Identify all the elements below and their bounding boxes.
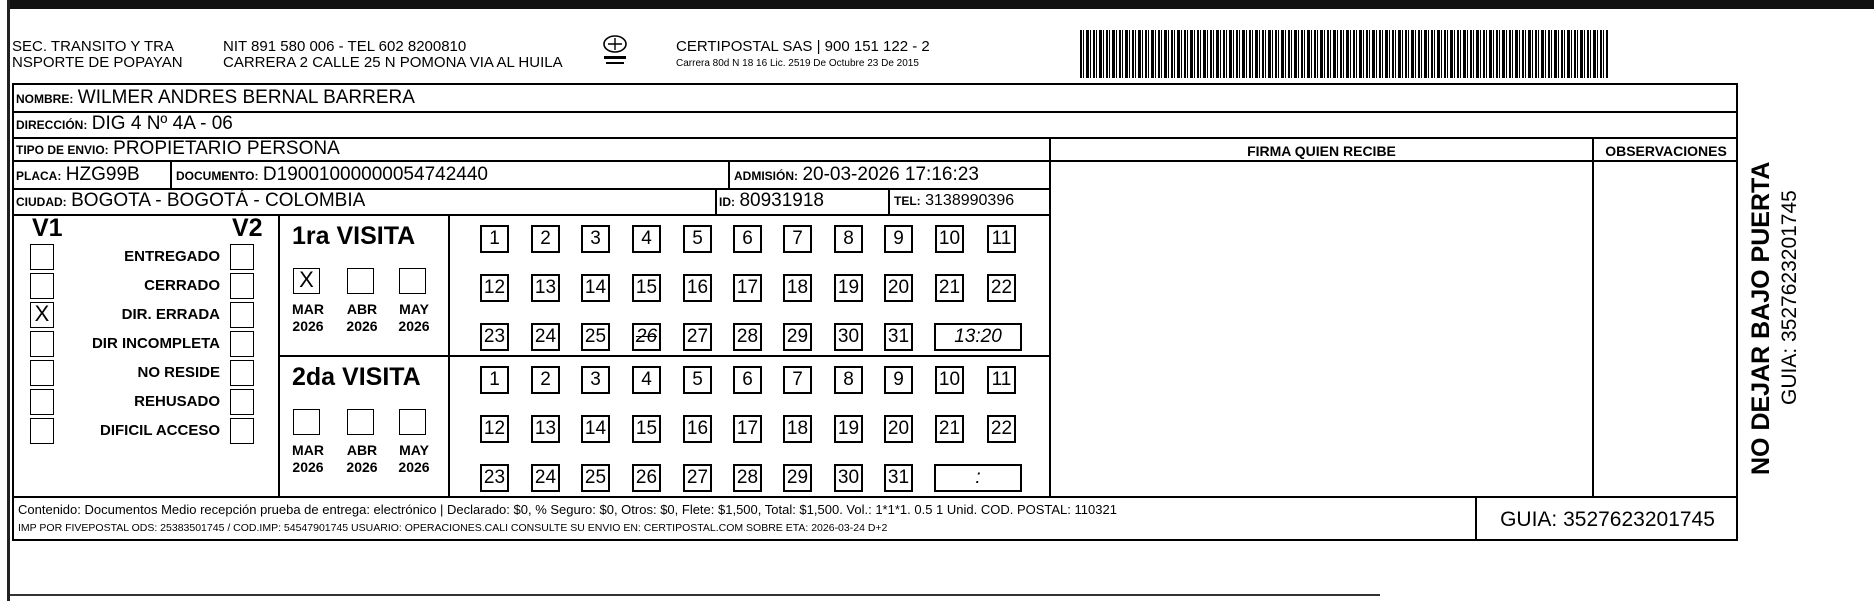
day-box[interactable]: 8 [834,225,863,253]
time-box[interactable]: 13:20 [934,323,1022,351]
day-box[interactable]: 5 [683,225,712,253]
v1-checkbox[interactable]: X [30,302,54,328]
day-box[interactable]: 31 [884,464,913,492]
admision-label: ADMISIÓN: [734,169,798,183]
day-box[interactable]: 25 [581,323,610,351]
day-box[interactable]: 24 [531,464,560,492]
left-edge [0,0,10,601]
day-box[interactable]: 25 [581,464,610,492]
status-label: REHUSADO [134,393,220,410]
company-address: Carrera 80d N 18 16 Lic. 2519 De Octubre 23 De 2015 [676,58,919,69]
tipo-label: TIPO DE ENVIO: [16,143,109,157]
tipo-value: PROPIETARIO PERSONA [113,138,340,159]
day-box[interactable]: 1 [480,366,509,394]
month-checkbox[interactable] [347,268,374,294]
v1-checkbox[interactable] [30,273,54,299]
placa-cell [16,164,140,187]
v1-checkbox[interactable] [30,418,54,444]
v2-label: V2 [232,214,263,242]
placa-label: PLACA: [16,169,62,183]
day-box[interactable]: 26 [632,464,661,492]
ciudad-label: CIUDAD: [16,195,67,209]
v1-checkbox[interactable] [30,331,54,357]
month-year: 2026 [346,459,378,475]
day-box[interactable]: 31 [884,323,913,351]
ciudad-cell [16,190,365,213]
sender-line-1: SEC. TRANSITO Y TRA [12,38,174,55]
day-box[interactable]: 10 [935,366,964,394]
day-box[interactable]: 3 [581,225,610,253]
nombre-label: NOMBRE: [16,92,74,106]
month-checkbox[interactable] [347,409,374,435]
day-box[interactable]: 2 [531,225,560,253]
tipo-row [16,138,340,161]
documento-value: D19001000000054742440 [262,164,488,185]
v2-checkbox[interactable] [230,360,254,386]
day-box[interactable]: 6 [733,366,762,394]
day-box[interactable]: 22 [987,274,1016,302]
v2-checkbox[interactable] [230,244,254,270]
nit-line: NIT 891 580 006 - TEL 602 8200810 [223,38,467,55]
day-box[interactable]: 6 [733,225,762,253]
status-label: DIFICIL ACCESO [99,422,220,439]
day-box[interactable]: 18 [783,415,812,443]
id-cell [719,190,824,213]
certipostal-logo [600,34,630,70]
barcode [1080,30,1608,78]
v2-checkbox[interactable] [230,389,254,415]
day-box[interactable]: 4 [632,366,661,394]
day-box[interactable]: 17 [733,274,762,302]
day-box[interactable]: 26 [632,323,661,351]
direccion-label: DIRECCIÓN: [16,118,88,132]
direccion-row [16,113,233,136]
footer-guia: GUIA: 3527623201745 [1500,508,1715,531]
visit1-title: 1ra VISITA [292,222,416,250]
admision-value: 20-03-2026 17:16:23 [802,164,979,185]
footer-imp: IMP POR FIVEPOSTAL ODS: 25383501745 / COD.IMP: 54547901745 USUARIO: OPERACIONES.CALI CONSULTE SU ENVIO EN: CERTIPOSTAL.COM SOBRE ETA: 2026-03-24 D+2 [18,522,888,534]
tel-cell [894,190,1014,212]
month-year: 2026 [292,318,324,334]
month-checkbox[interactable] [399,268,426,294]
day-box[interactable]: 16 [683,415,712,443]
direccion-value: DIG 4 Nº 4A - 06 [91,113,233,134]
day-box[interactable]: 13 [531,415,560,443]
firma-header: FIRMA QUIEN RECIBE [1247,143,1396,159]
id-label: ID: [719,195,735,209]
day-box[interactable]: 9 [884,225,913,253]
month-year: 2026 [398,459,430,475]
month-label: MAR [292,301,324,317]
nombre-row [16,87,415,110]
day-box[interactable]: 15 [632,415,661,443]
address-line: CARRERA 2 CALLE 25 N POMONA VIA AL HUILA [223,54,563,71]
observaciones-header: OBSERVACIONES [1605,143,1727,159]
status-label: ENTREGADO [124,248,220,265]
day-box[interactable]: 19 [834,415,863,443]
day-box[interactable]: 14 [581,274,610,302]
day-box[interactable]: 18 [783,274,812,302]
day-box[interactable]: 14 [581,415,610,443]
time-box[interactable]: : [934,464,1022,492]
ciudad-value: BOGOTA - BOGOTÁ - COLOMBIA [71,190,366,211]
day-box[interactable]: 10 [935,225,964,253]
day-box[interactable]: 16 [683,274,712,302]
day-box[interactable]: 30 [834,464,863,492]
day-box[interactable]: 20 [884,415,913,443]
day-box[interactable]: 2 [531,366,560,394]
day-box[interactable]: 1 [480,225,509,253]
no-dejar-bajo-puerta: NO DEJAR BAJO PUERTA [1747,161,1775,475]
day-box[interactable]: 5 [683,366,712,394]
day-box[interactable]: 21 [935,415,964,443]
day-box[interactable]: 29 [783,464,812,492]
month-year: 2026 [292,459,324,475]
day-box[interactable]: 3 [581,366,610,394]
side-guia: GUIA: 3527623201745 [1778,190,1801,405]
day-box[interactable]: 27 [683,464,712,492]
documento-label: DOCUMENTO: [176,169,259,183]
placa-value: HZG99B [65,164,140,185]
tel-label: TEL: [894,194,921,208]
v1-checkbox[interactable] [30,244,54,270]
company-name: CERTIPOSTAL SAS | 900 151 122 - 2 [676,38,930,55]
day-box[interactable]: 19 [834,274,863,302]
month-checkbox[interactable] [293,409,320,435]
day-box[interactable]: 22 [987,415,1016,443]
sender-line-2: NSPORTE DE POPAYAN [12,54,183,71]
v1-checkbox[interactable] [30,360,54,386]
day-box[interactable]: 15 [632,274,661,302]
status-label: CERRADO [144,277,220,294]
day-box[interactable]: 29 [783,323,812,351]
day-box[interactable]: 20 [884,274,913,302]
v2-checkbox[interactable] [230,302,254,328]
day-box[interactable]: 12 [480,274,509,302]
id-value: 80931918 [739,190,824,211]
day-box[interactable]: 8 [834,366,863,394]
month-label: ABR [346,442,378,458]
status-label: NO RESIDE [137,364,220,381]
day-box[interactable]: 23 [480,323,509,351]
visit2-title: 2da VISITA [292,363,421,391]
month-label: ABR [346,301,378,317]
admision-cell [734,164,979,187]
day-box[interactable]: 21 [935,274,964,302]
day-box[interactable]: 9 [884,366,913,394]
month-checkbox[interactable]: X [293,268,320,294]
status-label: DIR INCOMPLETA [91,335,220,352]
footer-contenido: Contenido: Documentos Medio recepción prueba de entrega: electrónico | Declarado: $0, % Seguro: $0, Otros: $0, Flete: $1,500, Total: $1,500. Vol.: 1*1*1. 0.5 1 Unid. COD. POSTAL: 110321 [18,502,1117,517]
day-box[interactable]: 7 [783,366,812,394]
bottom-edge [10,594,1380,596]
month-label: MAY [399,442,429,458]
day-box[interactable]: 11 [987,366,1016,394]
day-box[interactable]: 11 [987,225,1016,253]
day-box[interactable]: 27 [683,323,712,351]
status-label: DIR. ERRADA [121,306,220,323]
day-box[interactable]: 12 [480,415,509,443]
day-box[interactable]: 28 [733,323,762,351]
documento-cell [176,164,488,187]
nombre-value: WILMER ANDRES BERNAL BARRERA [77,87,415,108]
month-label: MAY [399,301,429,317]
day-box[interactable]: 17 [733,415,762,443]
month-label: MAR [292,442,324,458]
v1-checkbox[interactable] [30,389,54,415]
day-box[interactable]: 7 [783,225,812,253]
v2-checkbox[interactable] [230,273,254,299]
day-box[interactable]: 24 [531,323,560,351]
v1-label: V1 [32,214,63,242]
day-box[interactable]: 13 [531,274,560,302]
day-box[interactable]: 23 [480,464,509,492]
month-checkbox[interactable] [399,409,426,435]
v2-checkbox[interactable] [230,418,254,444]
tel-value: 3138990396 [925,192,1015,209]
day-box[interactable]: 28 [733,464,762,492]
month-year: 2026 [398,318,430,334]
v2-checkbox[interactable] [230,331,254,357]
day-box[interactable]: 30 [834,323,863,351]
top-edge [0,0,1874,9]
month-year: 2026 [346,318,378,334]
day-box[interactable]: 4 [632,225,661,253]
